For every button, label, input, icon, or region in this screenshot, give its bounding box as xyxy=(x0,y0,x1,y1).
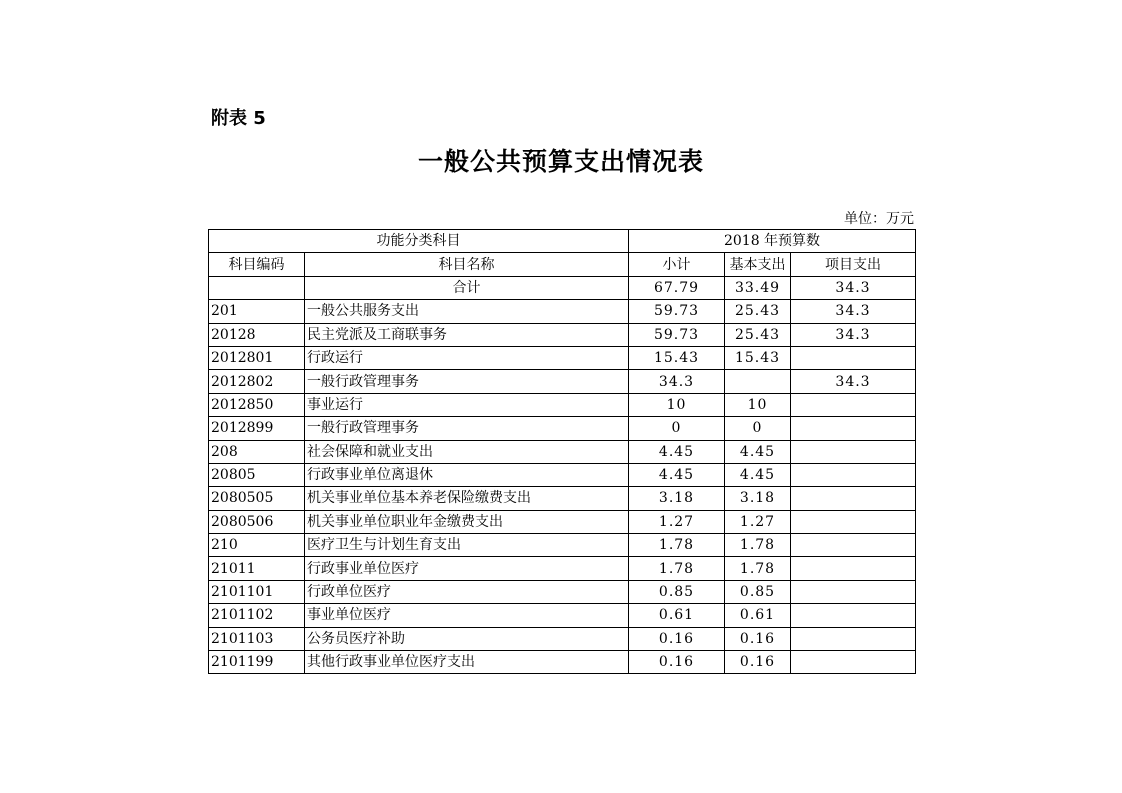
unit-label: 单位：万元 xyxy=(844,211,914,227)
header-budget-year: 2018 年预算数 xyxy=(629,230,916,253)
row-project xyxy=(791,463,916,486)
row-code: 2080506 xyxy=(209,510,305,533)
row-project xyxy=(791,627,916,650)
table-row xyxy=(209,487,916,510)
header-code: 科目编码 xyxy=(209,253,305,276)
row-code: 20128 xyxy=(209,323,305,346)
table-row xyxy=(209,534,916,557)
row-name: 行政事业单位离退休 xyxy=(305,463,629,486)
row-name: 机关事业单位职业年金缴费支出 xyxy=(305,510,629,533)
table-row xyxy=(209,370,916,393)
row-basic: 4.45 xyxy=(725,463,791,486)
table-row xyxy=(209,580,916,603)
row-basic: 1.78 xyxy=(725,557,791,580)
table-row xyxy=(209,510,916,533)
row-subtotal: 1.78 xyxy=(629,534,725,557)
row-subtotal: 0.16 xyxy=(629,651,725,674)
header-group-row xyxy=(209,230,916,253)
row-name: 事业运行 xyxy=(305,393,629,416)
row-basic: 0.16 xyxy=(725,627,791,650)
row-project xyxy=(791,487,916,510)
row-basic: 0.85 xyxy=(725,580,791,603)
table-row xyxy=(209,417,916,440)
row-name: 行政事业单位医疗 xyxy=(305,557,629,580)
row-subtotal: 1.27 xyxy=(629,510,725,533)
total-label: 合计 xyxy=(305,276,629,299)
row-project xyxy=(791,393,916,416)
row-basic: 25.43 xyxy=(725,323,791,346)
table-row xyxy=(209,627,916,650)
row-name: 行政单位医疗 xyxy=(305,580,629,603)
table-row xyxy=(209,604,916,627)
row-code: 2101103 xyxy=(209,627,305,650)
row-project xyxy=(791,580,916,603)
row-subtotal: 0.61 xyxy=(629,604,725,627)
row-code: 201 xyxy=(209,300,305,323)
row-basic: 15.43 xyxy=(725,346,791,369)
total-subtotal: 67.79 xyxy=(629,276,725,299)
total-basic: 33.49 xyxy=(725,276,791,299)
row-basic: 0.61 xyxy=(725,604,791,627)
row-name: 民主党派及工商联事务 xyxy=(305,323,629,346)
row-basic: 3.18 xyxy=(725,487,791,510)
row-name: 其他行政事业单位医疗支出 xyxy=(305,651,629,674)
row-name: 机关事业单位基本养老保险缴费支出 xyxy=(305,487,629,510)
row-project xyxy=(791,651,916,674)
row-basic: 0.16 xyxy=(725,651,791,674)
row-code: 21011 xyxy=(209,557,305,580)
row-basic: 1.27 xyxy=(725,510,791,533)
row-project xyxy=(791,510,916,533)
total-code-cell xyxy=(209,276,305,299)
row-code: 210 xyxy=(209,534,305,557)
row-code: 2012850 xyxy=(209,393,305,416)
table-row xyxy=(209,440,916,463)
header-function-category: 功能分类科目 xyxy=(209,230,629,253)
row-subtotal: 15.43 xyxy=(629,346,725,369)
header-subtotal: 小计 xyxy=(629,253,725,276)
table-row xyxy=(209,346,916,369)
header-column-row xyxy=(209,253,916,276)
header-basic: 基本支出 xyxy=(725,253,791,276)
row-name: 社会保障和就业支出 xyxy=(305,440,629,463)
budget-table xyxy=(208,229,916,674)
table-row xyxy=(209,393,916,416)
row-subtotal: 3.18 xyxy=(629,487,725,510)
row-subtotal: 59.73 xyxy=(629,323,725,346)
total-project: 34.3 xyxy=(791,276,916,299)
row-code: 2101101 xyxy=(209,580,305,603)
row-name: 一般公共服务支出 xyxy=(305,300,629,323)
row-name: 医疗卫生与计划生育支出 xyxy=(305,534,629,557)
row-project: 34.3 xyxy=(791,323,916,346)
row-basic: 4.45 xyxy=(725,440,791,463)
row-code: 2101102 xyxy=(209,604,305,627)
row-subtotal: 10 xyxy=(629,393,725,416)
row-basic xyxy=(725,370,791,393)
row-name: 行政运行 xyxy=(305,346,629,369)
row-basic: 1.78 xyxy=(725,534,791,557)
row-project xyxy=(791,417,916,440)
total-row xyxy=(209,276,916,299)
row-project xyxy=(791,557,916,580)
row-subtotal: 4.45 xyxy=(629,463,725,486)
row-code: 2012802 xyxy=(209,370,305,393)
row-project xyxy=(791,534,916,557)
row-subtotal: 59.73 xyxy=(629,300,725,323)
row-basic: 25.43 xyxy=(725,300,791,323)
attachment-label: 附表 5 xyxy=(211,108,266,129)
row-code: 20805 xyxy=(209,463,305,486)
row-project: 34.3 xyxy=(791,370,916,393)
row-project: 34.3 xyxy=(791,300,916,323)
budget-table-body xyxy=(209,230,916,674)
row-name: 公务员医疗补助 xyxy=(305,627,629,650)
row-name: 一般行政管理事务 xyxy=(305,417,629,440)
row-name: 一般行政管理事务 xyxy=(305,370,629,393)
row-subtotal: 0.85 xyxy=(629,580,725,603)
row-project xyxy=(791,346,916,369)
page-title: 一般公共预算支出情况表 xyxy=(417,147,704,176)
row-code: 2012899 xyxy=(209,417,305,440)
table-row xyxy=(209,651,916,674)
header-name: 科目名称 xyxy=(305,253,629,276)
row-subtotal: 1.78 xyxy=(629,557,725,580)
row-subtotal: 4.45 xyxy=(629,440,725,463)
row-code: 2101199 xyxy=(209,651,305,674)
table-row xyxy=(209,323,916,346)
header-project: 项目支出 xyxy=(791,253,916,276)
row-subtotal: 0 xyxy=(629,417,725,440)
row-basic: 0 xyxy=(725,417,791,440)
table-row xyxy=(209,300,916,323)
row-code: 2012801 xyxy=(209,346,305,369)
row-subtotal: 34.3 xyxy=(629,370,725,393)
table-row xyxy=(209,557,916,580)
row-code: 208 xyxy=(209,440,305,463)
row-subtotal: 0.16 xyxy=(629,627,725,650)
row-name: 事业单位医疗 xyxy=(305,604,629,627)
row-project xyxy=(791,604,916,627)
row-project xyxy=(791,440,916,463)
table-row xyxy=(209,463,916,486)
row-basic: 10 xyxy=(725,393,791,416)
row-code: 2080505 xyxy=(209,487,305,510)
